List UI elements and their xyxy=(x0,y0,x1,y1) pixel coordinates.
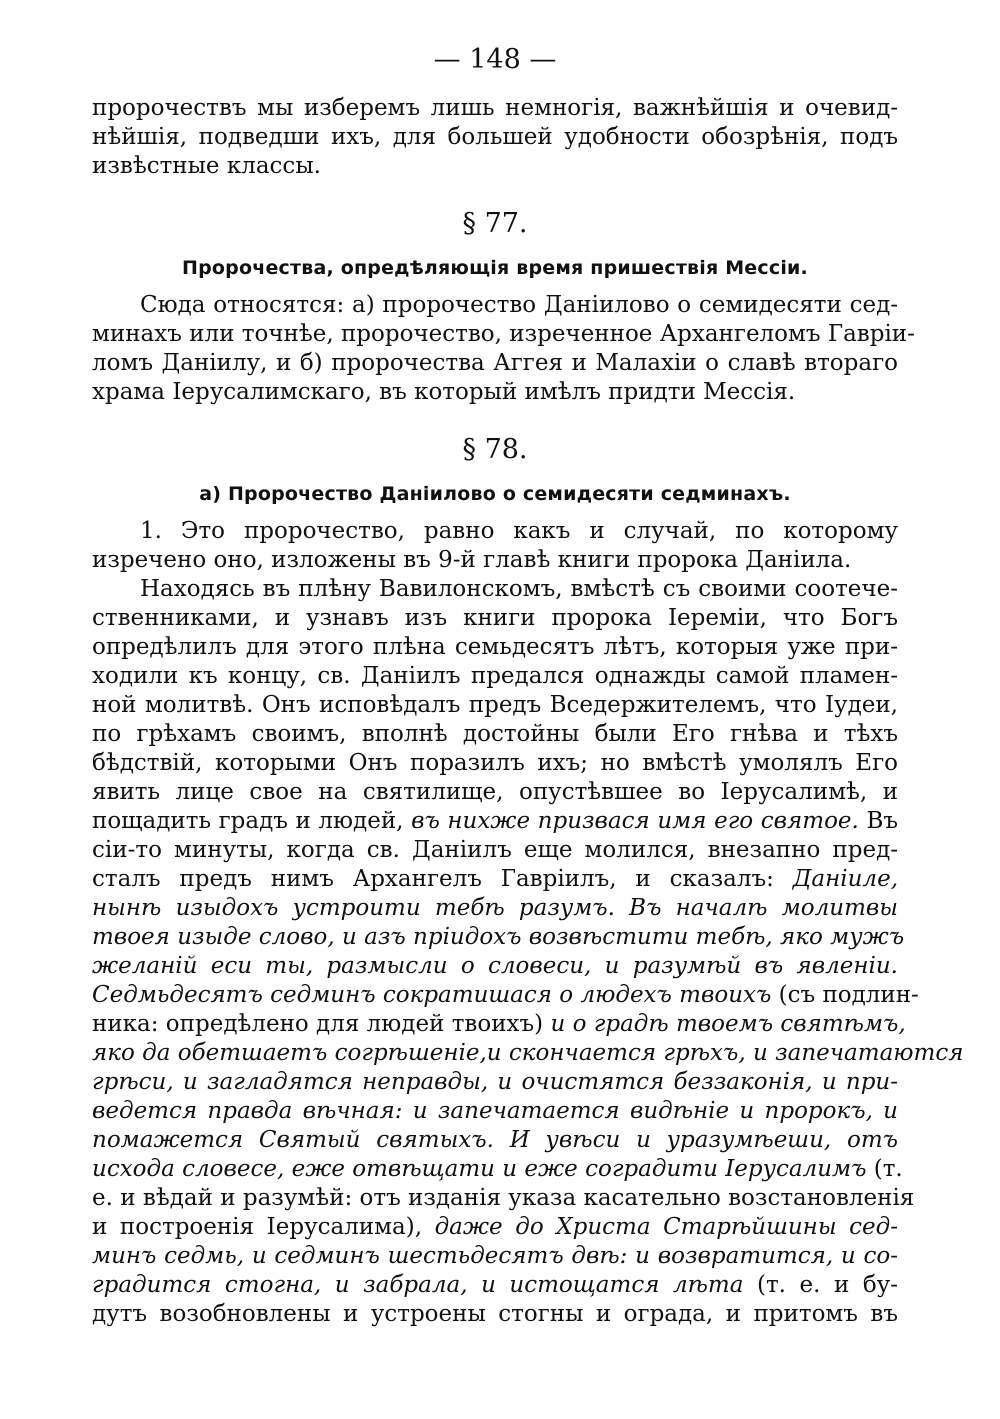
text-line: ной молитвѣ. Онъ исповѣдалъ предъ Вседержителемъ, что Іудеи, xyxy=(92,692,898,718)
quote-line: помажется Святый святыхъ. И увѣси и уразумѣеши, отъ xyxy=(92,1127,898,1153)
quote-run: въ нихже призвася имя его святое. xyxy=(411,808,859,834)
quote-run: даже до Христа Старѣйшины сед- xyxy=(434,1214,898,1240)
text-line xyxy=(92,1271,898,1300)
quote-line: твоея изыде слово, и азъ пріидохъ возвѣстити тебѣ, яко мужъ xyxy=(92,924,905,950)
page-number: — 148 — xyxy=(433,44,557,75)
text-line: явить лице свое на святилище, опустѣвшее во Іерусалимѣ, и xyxy=(92,779,898,805)
quote-run: исхода словесе, еже отвѣщати и еже соградити Іерусалимъ xyxy=(92,1156,867,1182)
text-line: по грѣхамъ своимъ, вполнѣ достойны были Его гнѣва и тѣхъ xyxy=(92,721,898,747)
text-run: (съ подлин- xyxy=(771,982,919,1008)
quote-line: нынѣ изыдохъ устроити тебѣ разумъ. Въ началѣ молитвы xyxy=(92,895,898,921)
text-line: Находясь въ плѣну Вавилонскомъ, вмѣстѣ съ своими соотече- xyxy=(140,576,898,602)
text-run: пощадить градъ и людей, xyxy=(92,808,412,834)
text-line: дутъ возобновлены и устроены стогны и ограда, и притомъ въ xyxy=(92,1301,898,1327)
quote-line: минъ седмь, и седминъ шестьдесятъ двѣ: и возвратится, и со- xyxy=(92,1243,898,1269)
quote-line: грѣси, и загладятся неправды, и очистятся беззаконія, и при- xyxy=(92,1069,898,1095)
text-run: ника: опредѣлено для людей твоихъ) xyxy=(92,1011,551,1037)
text-line: пророчествъ мы изберемъ лишь немногія, важнѣйшія и очевид- xyxy=(92,95,898,121)
section-78-paragraph-2 xyxy=(92,575,964,1329)
quote-line: ведется правда вѣчная: и запечатается видѣніе и пророкъ, и xyxy=(92,1098,898,1124)
section-77-paragraph xyxy=(92,291,915,407)
text-run: и построенія Іерусалима), xyxy=(92,1214,435,1240)
text-line: нѣйшія, подведши ихъ, для большей удобности обозрѣнія, подъ xyxy=(92,124,898,150)
text-run: сталъ предъ нимъ Архангелъ Гавріилъ, и сказалъ: xyxy=(92,866,793,892)
section-78-paragraph-1 xyxy=(92,517,898,575)
text-line: опредѣлилъ для этого плѣна семьдесятъ лѣтъ, которыя уже при- xyxy=(92,634,898,660)
section-78-number: § 78. xyxy=(462,434,528,465)
text-run: Въ xyxy=(858,808,898,834)
text-line: минахъ или точнѣе, пророчество, изреченное Архангеломъ Гавріи- xyxy=(92,321,915,347)
text-line: изречено оно, изложены въ 9-й главѣ книги пророка Даніила. xyxy=(92,547,852,573)
text-line xyxy=(92,1010,906,1039)
text-line: ходили къ концу, св. Даніилъ предался однажды самой пламен- xyxy=(92,663,898,689)
text-line: извѣстные классы. xyxy=(92,153,321,179)
text-line xyxy=(92,865,898,894)
book-page xyxy=(92,40,964,1329)
section-77-number: § 77. xyxy=(462,208,528,239)
section-78-heading: а) Пророчество Даніилово о семидесяти седминахъ. xyxy=(199,483,791,505)
text-line xyxy=(92,807,898,836)
text-line xyxy=(92,1155,903,1184)
text-run: (т. е. и бу- xyxy=(743,1272,899,1298)
text-line xyxy=(92,981,919,1010)
text-line xyxy=(92,1213,898,1242)
quote-run: Седмьдесятъ седминъ сократишася о людехъ твоихъ xyxy=(92,982,772,1008)
text-line: храма Іерусалимскаго, въ который имѣлъ придти Мессія. xyxy=(92,379,796,405)
text-line: ломъ Даніилу, и б) пророчества Аггея и Малахіи о славѣ втораго xyxy=(92,350,898,376)
quote-run: и о градѣ твоемъ святѣмъ, xyxy=(550,1011,906,1037)
text-line: Сюда относятся: а) пророчество Даніилово о семидесяти сед- xyxy=(140,292,898,318)
text-line: ственниками, и узнавъ изъ книги пророка Іереміи, что Богъ xyxy=(92,605,898,631)
intro-paragraph xyxy=(92,94,898,181)
section-77-heading: Пророчества, опредѣляющія время пришествія Мессіи. xyxy=(182,257,808,279)
quote-line: желаній еси ты, размысли о словеси, и разумѣй въ явленіи. xyxy=(92,953,898,979)
text-run: (т. xyxy=(866,1156,903,1182)
quote-run: градится стогна, и забрала, и истощатся лѣта xyxy=(92,1272,744,1298)
text-line: сіи-то минуты, когда св. Даніилъ еще молился, внезапно пред- xyxy=(92,837,898,863)
quote-line: яко да обетшаетъ согрѣшеніе,и скончается грѣхъ, и запечатаются xyxy=(92,1040,964,1066)
quote-run: Даніиле, xyxy=(792,866,898,892)
text-line: бѣдствій, которыми Онъ поразилъ ихъ; но вмѣстѣ умолялъ Его xyxy=(92,750,898,776)
text-line: е. и вѣдай и разумѣй: отъ изданія указа касательно возстановленія xyxy=(92,1185,915,1211)
text-line: 1. Это пророчество, равно какъ и случай, по которому xyxy=(140,518,898,544)
